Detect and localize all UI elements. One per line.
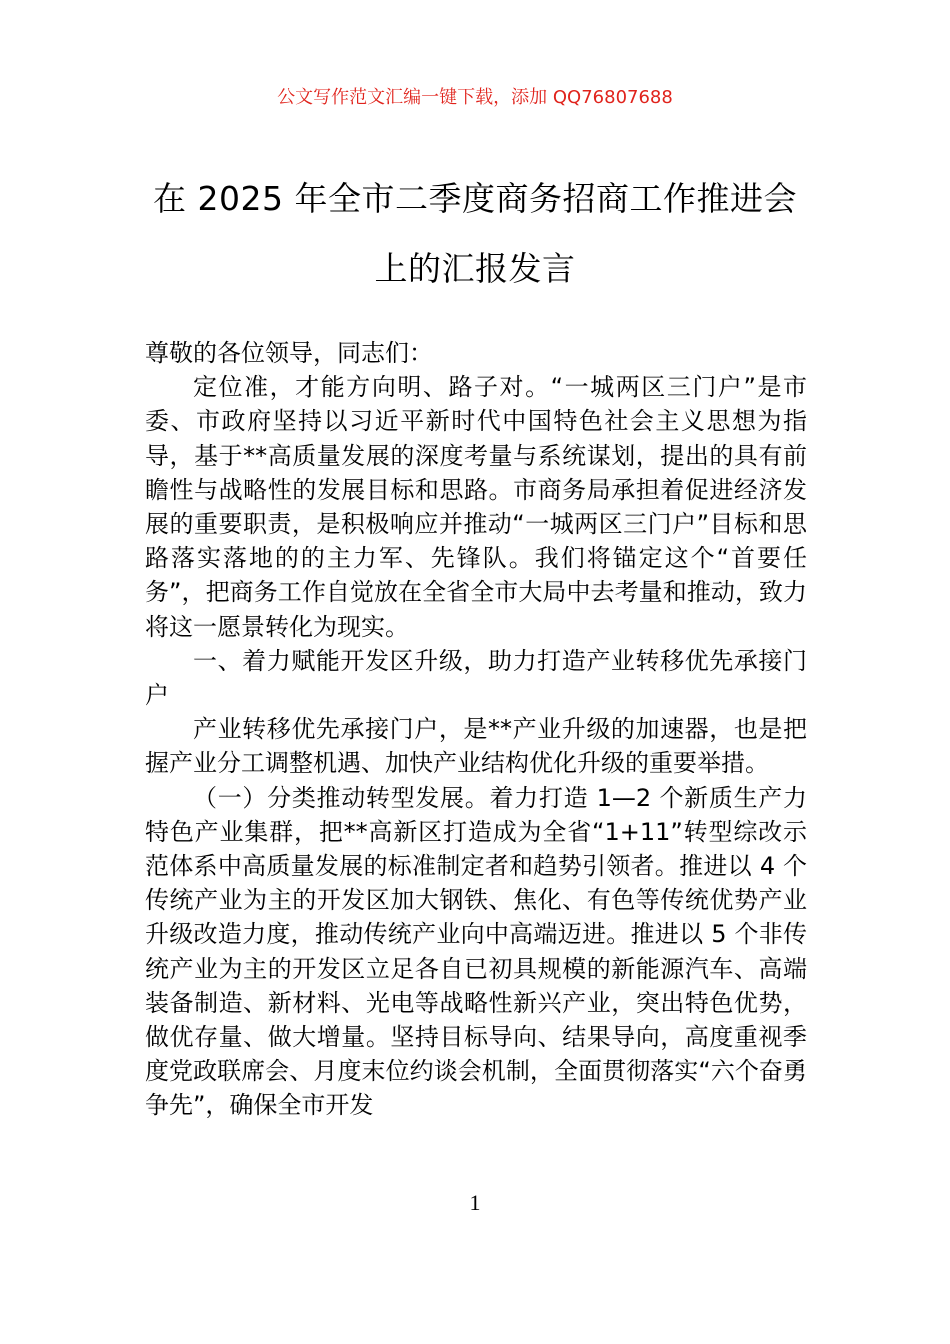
document-title: [140, 164, 810, 304]
page-number: 1: [469, 1190, 481, 1215]
salutation: 尊敬的各位领导，同志们：: [145, 339, 433, 367]
paragraph-section-1-intro: 产业转移优先承接门户，是**产业升级的加速器，也是把握产业分工调整机遇、加快产业结构优化升级的重要举措。: [145, 715, 807, 778]
document-body: [145, 336, 807, 1123]
title-line-2: 上的汇报发言: [374, 249, 576, 288]
paragraph-intro: 定位准，才能方向明、路子对。“一城两区三门户”是市委、市政府坚持以习近平新时代中国特色社会主义思想为指导，基于**高质量发展的深度考量与系统谋划，提出的具有前瞻性与战略性的发展目标和思路。市商务局承担着促进经济发展的重要职责，是积极响应并推动“一城两区三门户”目标和思路落实落地的的主力军、先锋队。我们将锚定这个“首要任务”，把商务工作自觉放在全省全市大局中去考量和推动，致力将这一愿景转化为现实。: [145, 373, 807, 641]
download-promo-note: 公文写作范文汇编一键下载，添加 QQ76807688: [277, 87, 673, 108]
paragraph-subsection-1: （一）分类推动转型发展。着力打造 1—2 个新质生产力特色产业集群，把**高新区打造成为全省“1+11”转型综改示范体系中高质量发展的标准制定者和趋势引领者。推进以 4 个传统产业为主的开发区加大钢铁、焦化、有色等传统优势产业升级改造力度，推动传统产业向中高端迈进。推进以 5 个非传统产业为主的开发区立足各自已初具规模的新能源汽车、高端装备制造、新材料、光电等战略性新兴产业，突出特色优势，做优存量、做大增量。坚持目标导向、结果导向，高度重视季度党政联席会、月度末位约谈会机制，全面贯彻落实“六个奋勇争先”，确保全市开发: [145, 783, 807, 1120]
title-line-1: 在 2025 年全市二季度商务招商工作推进会: [153, 179, 797, 218]
section-heading-1: 一、着力赋能开发区升级，助力打造产业转移优先承接门户: [145, 646, 807, 710]
